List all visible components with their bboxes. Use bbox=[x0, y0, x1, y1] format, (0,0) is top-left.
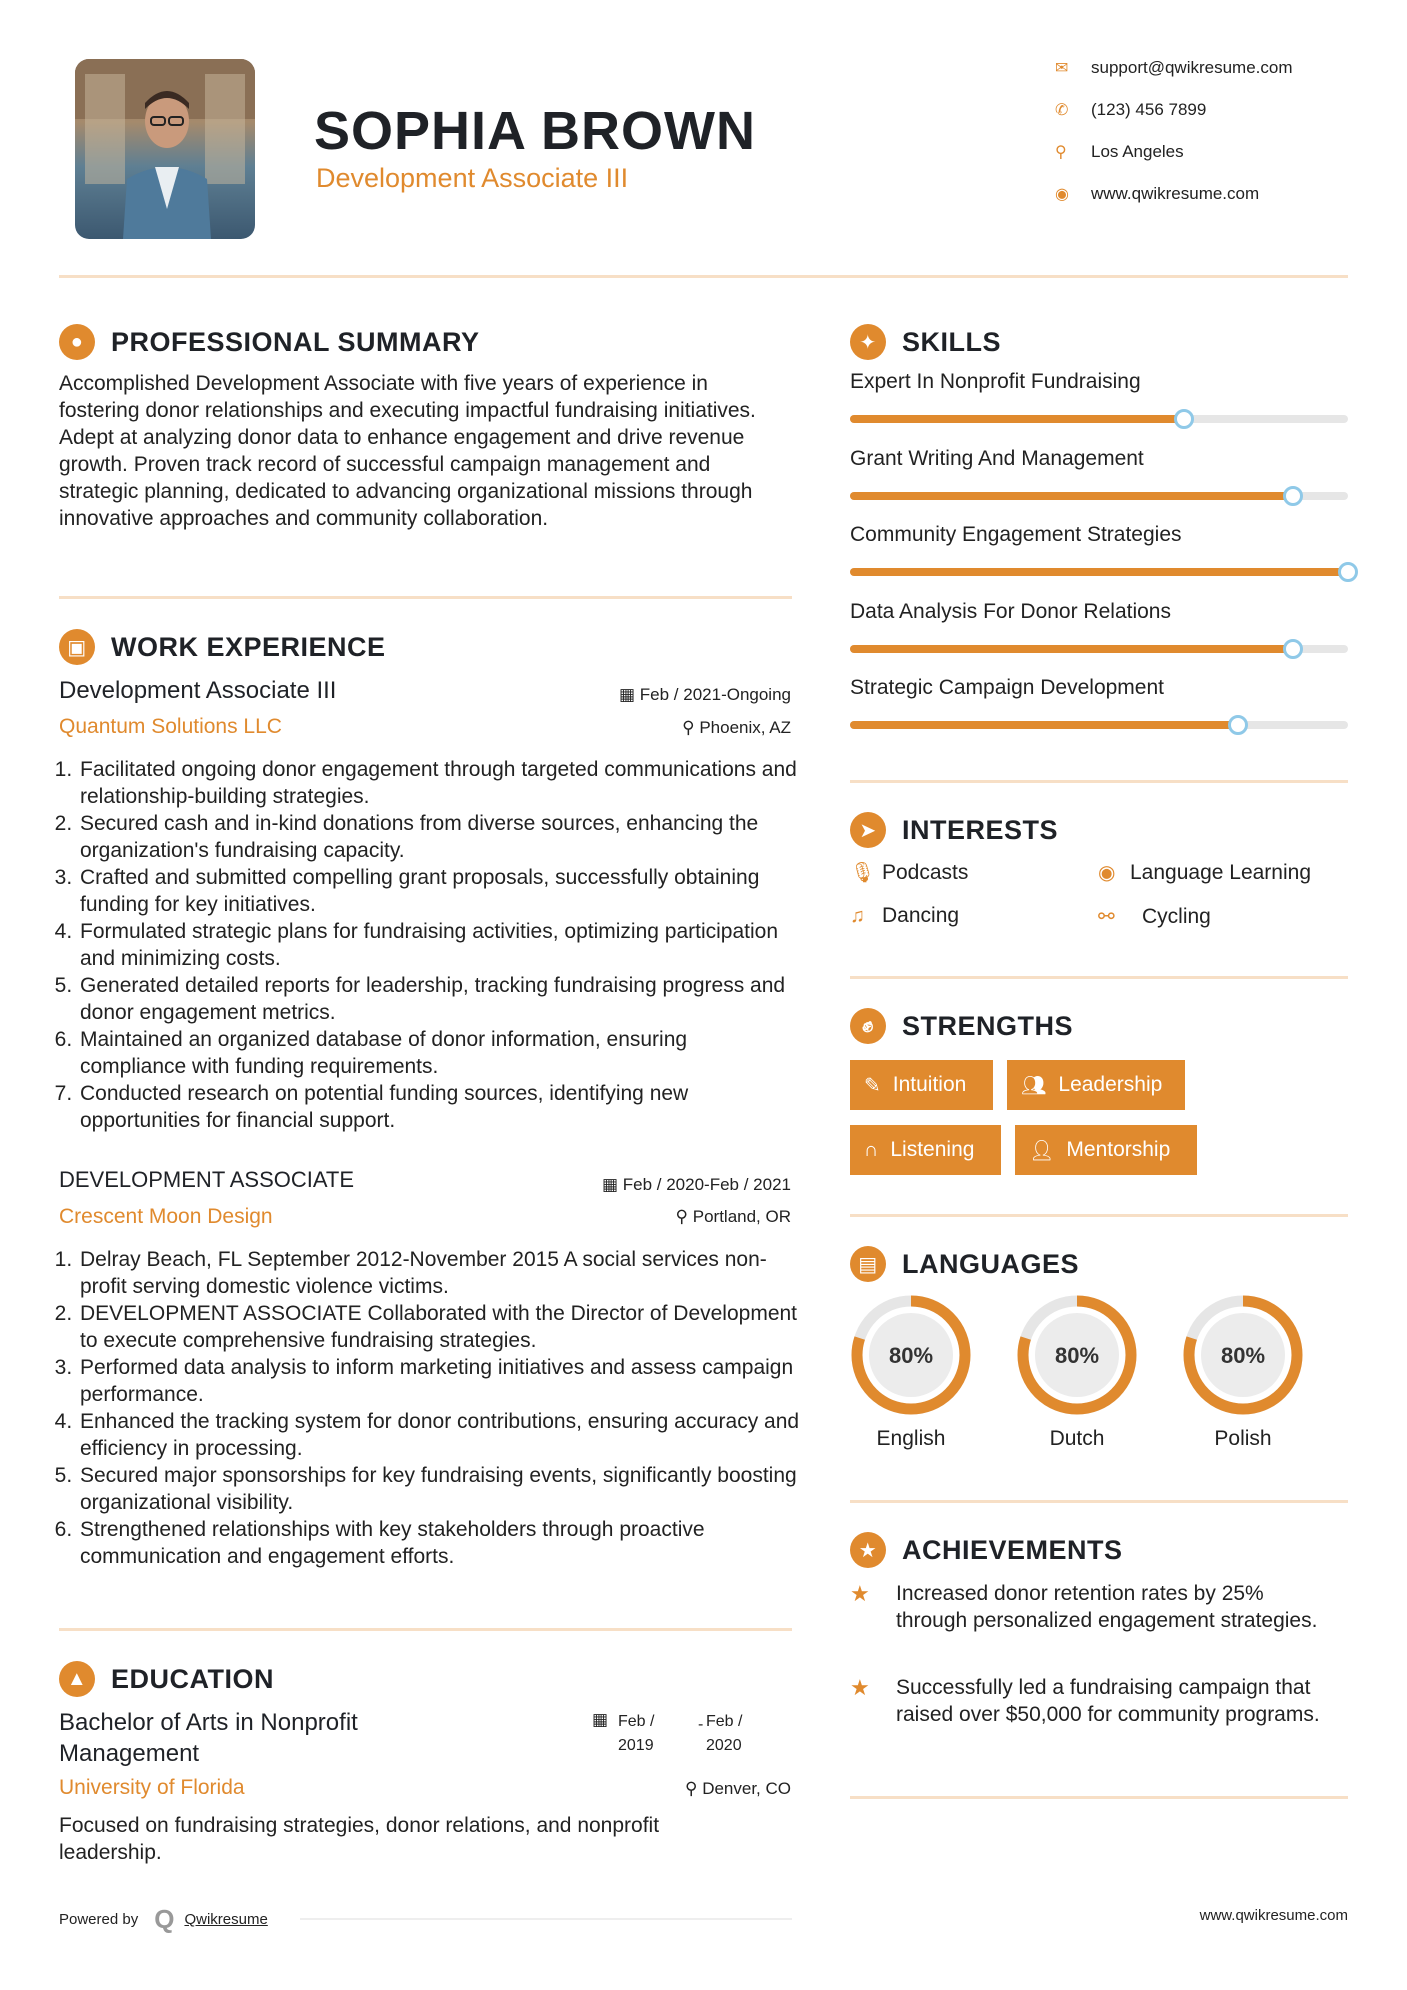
skill-bar-fill bbox=[850, 645, 1293, 653]
powered-by-text: Powered by bbox=[59, 1911, 139, 1928]
strength-chip bbox=[1007, 1060, 1185, 1110]
interests-heading bbox=[850, 812, 1058, 848]
microphone-icon: 🎙︎ bbox=[850, 862, 876, 884]
job-dates-text: Feb / 2020-Feb / 2021 bbox=[622, 1175, 791, 1194]
job-bullet: 4. Formulated strategic plans for fundraising activities, optimizing participation and minimizing costs. bbox=[78, 918, 797, 972]
globe-icon: ◉ bbox=[1098, 862, 1116, 884]
language-ring bbox=[1181, 1293, 1305, 1417]
brand-link[interactable]: Qwikresume bbox=[184, 1911, 268, 1928]
contact-email[interactable] bbox=[1055, 58, 1293, 78]
interest-label: Cycling bbox=[1142, 904, 1211, 928]
language-card-icon: ▤ bbox=[850, 1246, 886, 1282]
language-ring-graphic bbox=[1015, 1293, 1139, 1417]
job-bullet: 2. DEVELOPMENT ASSOCIATE Collaborated with the Director of Development to execute comprehensive fundraising strategies. bbox=[78, 1300, 802, 1354]
job-location-text: Portland, OR bbox=[692, 1207, 791, 1226]
skill-bar-knob bbox=[1174, 409, 1194, 429]
job-bullet: 1. Facilitated ongoing donor engagement through targeted communications and relationship-building strategies. bbox=[78, 756, 797, 810]
job-dates bbox=[560, 685, 791, 705]
globe-icon: ◉ bbox=[1055, 186, 1069, 203]
interests-heading-text: INTERESTS bbox=[902, 814, 1059, 845]
language-ring-graphic bbox=[1181, 1293, 1305, 1417]
achievements-heading bbox=[850, 1532, 1123, 1568]
language-percent: 80% bbox=[1220, 1343, 1266, 1368]
users-icon: 👥︎ bbox=[1021, 1074, 1047, 1097]
language-label: Dutch bbox=[1049, 1427, 1105, 1450]
job-bullet: 6. Strengthened relationships with key stakeholders through proactive communication and engagement efforts. bbox=[78, 1516, 802, 1570]
education-location bbox=[560, 1779, 791, 1799]
strengths-divider bbox=[850, 1214, 1348, 1217]
calendar-icon: ▦ bbox=[592, 1710, 609, 1729]
achievement-text: Successfully led a fundraising campaign that raised over $50,000 for community programs. bbox=[896, 1676, 1320, 1726]
education-description: Focused on fundraising strategies, donor relations, and nonprofit leadership. bbox=[59, 1814, 660, 1864]
interest-label: Dancing bbox=[882, 904, 960, 927]
strengths-heading-text: STRENGTHS bbox=[902, 1010, 1074, 1041]
job-location bbox=[560, 1207, 791, 1227]
education-heading-text: EDUCATION bbox=[111, 1663, 274, 1694]
achievement-text: Increased donor retention rates by 25% through personalized engagement strategies. bbox=[896, 1582, 1318, 1632]
envelope-icon: ✉ bbox=[1055, 60, 1069, 77]
contact-phone-text: (123) 456 7899 bbox=[1091, 100, 1207, 119]
languages-heading bbox=[850, 1246, 1079, 1282]
contact-website[interactable] bbox=[1055, 184, 1259, 204]
achievements-heading-text: ACHIEVEMENTS bbox=[902, 1534, 1123, 1565]
contact-location-text: Los Angeles bbox=[1091, 142, 1184, 161]
contact-phone[interactable] bbox=[1055, 100, 1206, 120]
skill-label: Expert In Nonprofit Fundraising bbox=[850, 370, 1141, 393]
strength-label: Intuition bbox=[892, 1073, 967, 1096]
interest-item bbox=[1098, 860, 1311, 885]
footer-website[interactable]: www.qwikresume.com bbox=[1199, 1907, 1348, 1924]
contact-website-text: www.qwikresume.com bbox=[1091, 184, 1260, 203]
experience-heading bbox=[59, 629, 386, 665]
skill-bar-knob bbox=[1228, 715, 1248, 735]
job-title: Development Associate III bbox=[59, 677, 337, 704]
interest-label: Language Learning bbox=[1130, 860, 1312, 884]
summary-divider bbox=[59, 596, 792, 599]
profile-photo bbox=[75, 59, 255, 239]
job-bullet: 5. Generated detailed reports for leadership, tracking fundraising progress and donor engagement metrics. bbox=[78, 972, 797, 1026]
language-ring bbox=[849, 1293, 973, 1417]
strength-label: Leadership bbox=[1058, 1073, 1163, 1096]
skill-bar-knob bbox=[1283, 639, 1303, 659]
pin-icon: ⚲ bbox=[685, 1779, 703, 1798]
languages-heading-text: LANGUAGES bbox=[902, 1248, 1080, 1279]
summary-heading bbox=[59, 324, 480, 360]
star-icon: ★ bbox=[850, 1581, 870, 1606]
user-plus-icon: 👤︎ bbox=[1029, 1139, 1055, 1162]
lightbulb-icon: ✦ bbox=[850, 324, 886, 360]
skill-bar bbox=[850, 721, 1348, 729]
achievement-item bbox=[850, 1674, 1330, 1728]
briefcase-icon: ▣ bbox=[59, 629, 95, 665]
education-date-end: Feb / 2020 bbox=[706, 1713, 743, 1754]
star-badge-icon: ★ bbox=[850, 1532, 886, 1568]
education-school: University of Florida bbox=[59, 1776, 245, 1799]
languages-divider bbox=[850, 1500, 1348, 1503]
skills-divider bbox=[850, 780, 1348, 783]
education-date-start: Feb / 2019 bbox=[618, 1713, 655, 1754]
skill-label: Community Engagement Strategies bbox=[850, 523, 1182, 546]
achievements-divider bbox=[850, 1796, 1348, 1799]
skill-bar bbox=[850, 492, 1348, 500]
language-label: Polish bbox=[1214, 1427, 1272, 1450]
interest-item bbox=[1098, 904, 1211, 929]
education-degree: Bachelor of Arts in Nonprofit Management bbox=[59, 1709, 358, 1767]
language-percent: 80% bbox=[888, 1343, 934, 1368]
job-location bbox=[560, 718, 791, 738]
strength-chip bbox=[850, 1060, 993, 1110]
job-bullet: 1. Delray Beach, FL September 2012-November 2015 A social services non-profit serving domestic violence victims. bbox=[78, 1246, 802, 1300]
job-bullets bbox=[42, 756, 797, 1134]
interest-item bbox=[850, 860, 968, 885]
job-dates bbox=[520, 1175, 791, 1195]
skill-bar-knob bbox=[1338, 562, 1358, 582]
magic-wand-icon: ✎ bbox=[864, 1074, 881, 1097]
job-bullet: 3. Crafted and submitted compelling grant proposals, successfully obtaining funding for key initiatives. bbox=[78, 864, 797, 918]
skill-bar-knob bbox=[1283, 486, 1303, 506]
summary-text: Accomplished Development Associate with five years of experience in fostering donor relationships and executing impactful fundraising initiatives. Adept at analyzing donor data to enhance engagement and drive revenue growth. Proven track record of successful campaign management and strategic planning, dedicated to advancing organizational missions through innovative approaches and community collaboration. bbox=[59, 372, 756, 530]
skill-bar-fill bbox=[850, 492, 1293, 500]
job-company: Quantum Solutions LLC bbox=[59, 715, 282, 738]
strength-label: Listening bbox=[890, 1138, 975, 1161]
experience-heading-text: WORK EXPERIENCE bbox=[111, 631, 386, 662]
education-location-text: Denver, CO bbox=[702, 1779, 791, 1798]
education-heading bbox=[59, 1661, 274, 1697]
job-company: Crescent Moon Design bbox=[59, 1205, 273, 1228]
footer-rule bbox=[300, 1918, 792, 1920]
calendar-icon: ▦ bbox=[618, 685, 640, 704]
headphones-icon: ∩ bbox=[864, 1138, 879, 1161]
calendar-icon: ▦ bbox=[601, 1175, 623, 1194]
job-bullet: 5. Secured major sponsorships for key fundraising events, significantly boosting organizational visibility. bbox=[78, 1462, 802, 1516]
education-date-separator: - bbox=[698, 1716, 704, 1733]
candidate-title: Development Associate III bbox=[316, 163, 629, 193]
header-divider bbox=[59, 275, 1348, 278]
skill-label: Grant Writing And Management bbox=[850, 446, 1144, 470]
strengths-heading bbox=[850, 1008, 1073, 1044]
contact-email-text: support@qwikresume.com bbox=[1091, 58, 1293, 77]
graduation-icon: ▲ bbox=[59, 1661, 95, 1697]
strength-label: Mentorship bbox=[1066, 1138, 1171, 1161]
job-bullet: 7. Conducted research on potential funding sources, identifying new opportunities for financial support. bbox=[78, 1080, 797, 1134]
candidate-name: SOPHIA BROWN bbox=[314, 101, 756, 161]
skill-bar-fill bbox=[850, 415, 1184, 423]
experience-divider bbox=[59, 1628, 792, 1631]
job-bullet: 4. Enhanced the tracking system for donor contributions, ensuring accuracy and efficiency in processing. bbox=[78, 1408, 802, 1462]
language-percent: 80% bbox=[1054, 1343, 1100, 1368]
interest-item bbox=[850, 904, 959, 928]
skill-bar-fill bbox=[850, 568, 1348, 576]
contact-location bbox=[1055, 142, 1184, 162]
language-ring bbox=[1015, 1293, 1139, 1417]
pin-icon: ⚲ bbox=[682, 718, 700, 737]
language-label: English bbox=[876, 1427, 946, 1450]
paper-plane-icon: ➤ bbox=[850, 812, 886, 848]
interest-label: Podcasts bbox=[882, 860, 969, 884]
language-ring-graphic bbox=[849, 1293, 973, 1417]
powered-by bbox=[59, 1904, 268, 1935]
job-bullet: 6. Maintained an organized database of donor information, ensuring compliance with funding requirements. bbox=[78, 1026, 797, 1080]
job-dates-text: Feb / 2021-Ongoing bbox=[639, 685, 791, 704]
skill-bar bbox=[850, 645, 1348, 653]
phone-icon: ✆ bbox=[1055, 102, 1069, 119]
music-note-icon: ♫ bbox=[850, 904, 865, 927]
bicycle-icon: ⚯ bbox=[1098, 906, 1115, 928]
summary-heading-text: PROFESSIONAL SUMMARY bbox=[111, 326, 480, 357]
user-icon: ● bbox=[59, 324, 95, 360]
interests-divider bbox=[850, 976, 1348, 979]
job-bullets bbox=[42, 1246, 802, 1570]
skill-bar bbox=[850, 568, 1348, 576]
skill-label: Strategic Campaign Development bbox=[850, 676, 1164, 699]
star-icon: ★ bbox=[850, 1675, 870, 1700]
fist-icon: ✊︎ bbox=[850, 1008, 886, 1044]
skill-label: Data Analysis For Donor Relations bbox=[850, 599, 1171, 623]
skill-bar-fill bbox=[850, 721, 1238, 729]
pin-icon: ⚲ bbox=[675, 1207, 693, 1226]
job-bullet: 2. Secured cash and in-kind donations from diverse sources, enhancing the organization's fundraising capacity. bbox=[78, 810, 797, 864]
skills-heading bbox=[850, 324, 1001, 360]
strength-chip bbox=[850, 1125, 1001, 1175]
strength-chip bbox=[1015, 1125, 1197, 1175]
qwikresume-logo-icon: Q bbox=[154, 1904, 175, 1934]
map-pin-icon: ⚲ bbox=[1055, 144, 1067, 161]
skill-bar bbox=[850, 415, 1348, 423]
skills-heading-text: SKILLS bbox=[902, 326, 1002, 357]
job-title: DEVELOPMENT ASSOCIATE bbox=[59, 1167, 355, 1192]
job-bullet: 3. Performed data analysis to inform marketing initiatives and assess campaign performance. bbox=[78, 1354, 802, 1408]
job-location-text: Phoenix, AZ bbox=[699, 718, 791, 737]
achievement-item bbox=[850, 1580, 1330, 1634]
